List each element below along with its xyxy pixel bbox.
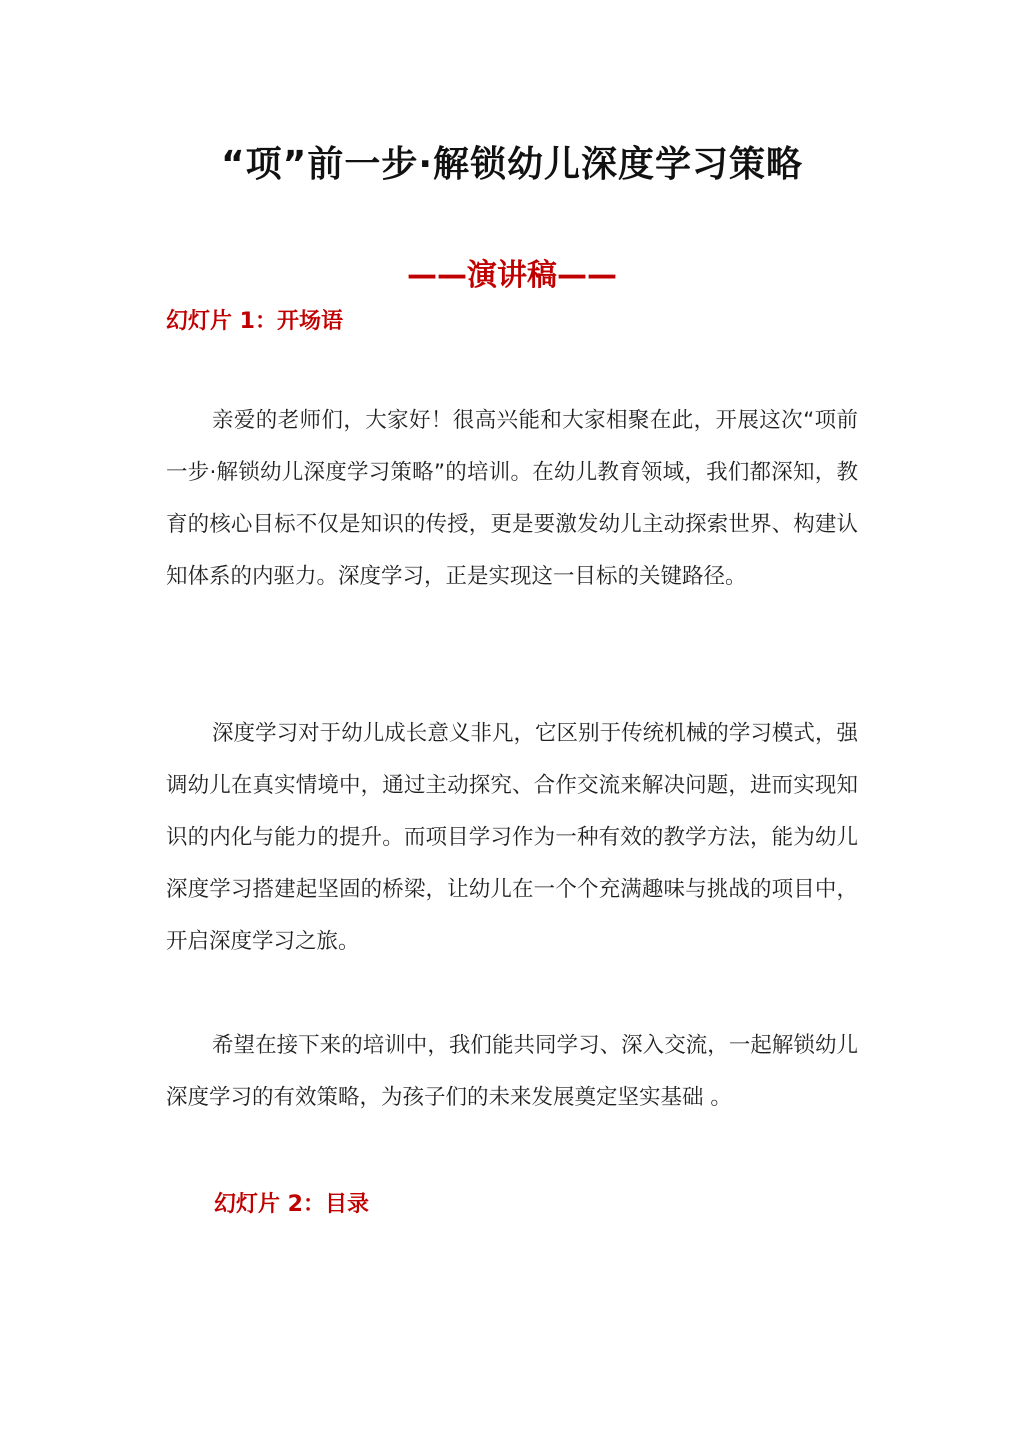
- section-heading-slide-2: 幻灯片 2：目录: [214, 1192, 369, 1217]
- paragraph-opening-1: 亲爱的老师们，大家好！很高兴能和大家相聚在此，开展这次“项前一步·解锁幼儿深度学习策略”的培训。在幼儿教育领域，我们都深知，教育的核心目标不仅是知识的传授，更是要激发幼儿主动探索世界、构建认知体系的内驱力。深度学习，正是实现这一目标的关键路径。: [166, 408, 858, 589]
- document-subtitle: ——演讲稿——: [407, 258, 617, 293]
- paragraph-opening-3: 希望在接下来的培训中，我们能共同学习、深入交流，一起解锁幼儿深度学习的有效策略，为孩子们的未来发展奠定坚实基础 。: [166, 1033, 858, 1110]
- document-title: “项”前一步·解锁幼儿深度学习策略: [221, 144, 803, 185]
- section-heading-slide-1: 幻灯片 1：开场语: [166, 309, 343, 334]
- paragraph-opening-2: 深度学习对于幼儿成长意义非凡，它区别于传统机械的学习模式，强调幼儿在真实情境中，通过主动探究、合作交流来解决问题，进而实现知识的内化与能力的提升。而项目学习作为一种有效的教学方法，能为幼儿深度学习搭建起坚固的桥梁，让幼儿在一个个充满趣味与挑战的项目中，开启深度学习之旅。: [166, 721, 858, 954]
